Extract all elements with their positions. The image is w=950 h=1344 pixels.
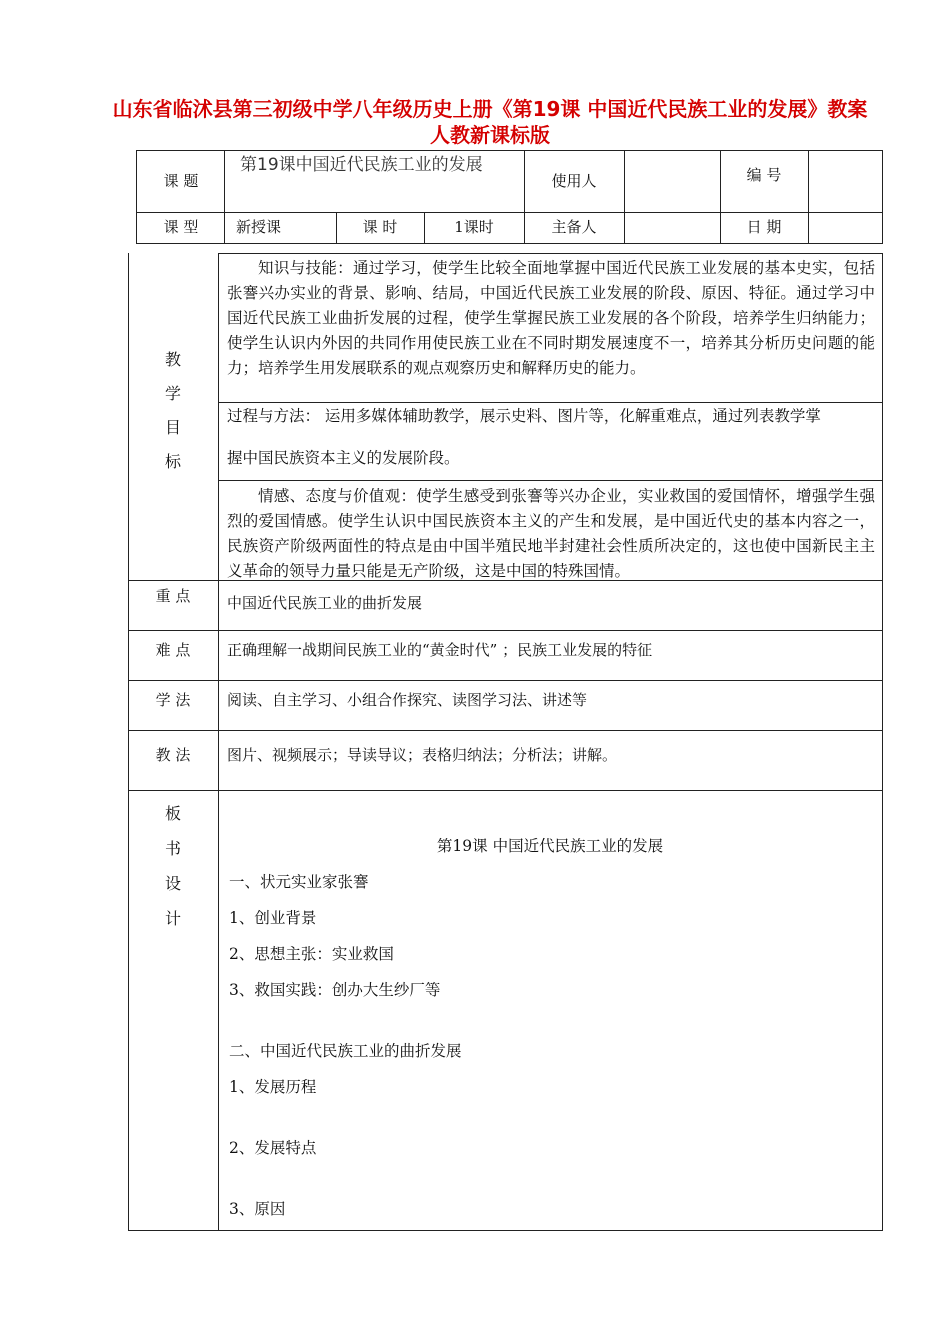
- objectives-label: 教 学 目 标: [164, 350, 181, 471]
- preparer-label: 主备人: [551, 218, 597, 236]
- table-border: [128, 730, 883, 731]
- hours-value: 1课时: [454, 218, 494, 236]
- knowledge-objective: 知识与技能：通过学习，使学生比较全面地掌握中国近代民族工业发展的基本史实，包括张謇兴办实业的背景、影响、结局，中国近代民族工业发展的阶段、原因、特征。通过学习中国近代民族工业曲折发展的过程，使学生掌握民族工业发展的各个阶段，培养学生归纳能力；使学生认识内外因的共同作用使民族工业在不同时期发展速度不一，培养其分析历史问题的能力；培养学生用发展联系的观点观察历史和解释历史的能力。: [227, 259, 875, 377]
- table-border: [136, 150, 883, 151]
- key-point-label: 重 点: [155, 587, 191, 605]
- board-s1-item3: 3、救国实践：创办大生纱厂等: [229, 981, 441, 999]
- process-objective-line1: 过程与方法： 运用多媒体辅助教学，展示史料、图片等，化解重难点，通过列表教学掌: [227, 407, 821, 425]
- study-method-label: 学 法: [155, 691, 191, 709]
- emotion-objective: 情感、态度与价值观：使学生感受到张謇等兴办企业，实业救国的爱国情怀，增强学生强烈的爱国情感。使学生认识中国民族资本主义的产生和发展，是中国近代史的基本内容之一，民族资产阶级两面性的特点是由中国半殖民地半封建社会性质所决定的，这也使中国新民主主义革命的领导力量只能是无产阶级，这是中国的特殊国情。: [227, 487, 875, 580]
- difficulty-value: 正确理解一战期间民族工业的“黄金时代” ；民族工业发展的特征: [227, 641, 653, 659]
- board-heading: 第19课 中国近代民族工业的发展: [436, 837, 664, 855]
- table-border: [882, 150, 883, 243]
- type-value: 新授课: [236, 218, 282, 236]
- key-point-value: 中国近代民族工业的曲折发展: [227, 594, 423, 612]
- board-s2-item3: 3、原因: [229, 1200, 286, 1218]
- hours-label: 课 时: [362, 218, 398, 236]
- number-label: 编 号: [746, 166, 782, 184]
- document-title: 山东省临沭县第三初级中学八年级历史上册《第19课 中国近代民族工业的发展》教案 人教新课标版: [112, 97, 868, 147]
- type-label: 课 型: [163, 218, 199, 236]
- table-border: [136, 212, 883, 213]
- user-label: 使用人: [551, 172, 597, 190]
- table-border: [218, 253, 883, 254]
- table-border: [336, 212, 337, 243]
- difficulty-label: 难 点: [155, 641, 191, 659]
- table-border: [128, 680, 883, 681]
- table-border: [808, 150, 809, 243]
- process-objective-line2: 握中国民族资本主义的发展阶段。: [227, 449, 460, 467]
- table-border: [424, 212, 425, 243]
- board-s2-item2: 2、发展特点: [229, 1139, 317, 1157]
- table-border: [720, 150, 721, 243]
- board-s1-item2: 2、思想主张：实业救国: [229, 945, 394, 963]
- table-border: [128, 1230, 883, 1231]
- table-border: [128, 630, 883, 631]
- table-border: [218, 402, 883, 403]
- table-border: [136, 243, 883, 244]
- table-border: [624, 150, 625, 243]
- table-border: [524, 150, 525, 243]
- topic-label: 课 题: [163, 172, 199, 190]
- board-section2: 二、中国近代民族工业的曲折发展: [229, 1042, 462, 1060]
- board-s2-item1: 1、发展历程: [229, 1078, 317, 1096]
- date-label: 日 期: [746, 218, 782, 236]
- table-border: [224, 150, 225, 243]
- table-border: [128, 253, 129, 1231]
- board-s1-item1: 1、创业背景: [229, 909, 317, 927]
- table-border: [136, 150, 137, 243]
- board-section1: 一、状元实业家张謇: [229, 873, 369, 891]
- study-method-value: 阅读、自主学习、小组合作探究、读图学习法、讲述等: [227, 691, 588, 709]
- teach-method-value: 图片、视频展示；导读导议；表格归纳法；分析法；讲解。: [227, 746, 618, 764]
- teach-method-label: 教 法: [155, 746, 191, 764]
- table-border: [128, 790, 883, 791]
- table-border: [882, 253, 883, 1231]
- table-border: [218, 480, 883, 481]
- topic-value: 第19课中国近代民族工业的发展: [240, 155, 483, 175]
- table-border: [218, 253, 219, 1231]
- board-design-label: 板 书 设 计: [164, 804, 181, 928]
